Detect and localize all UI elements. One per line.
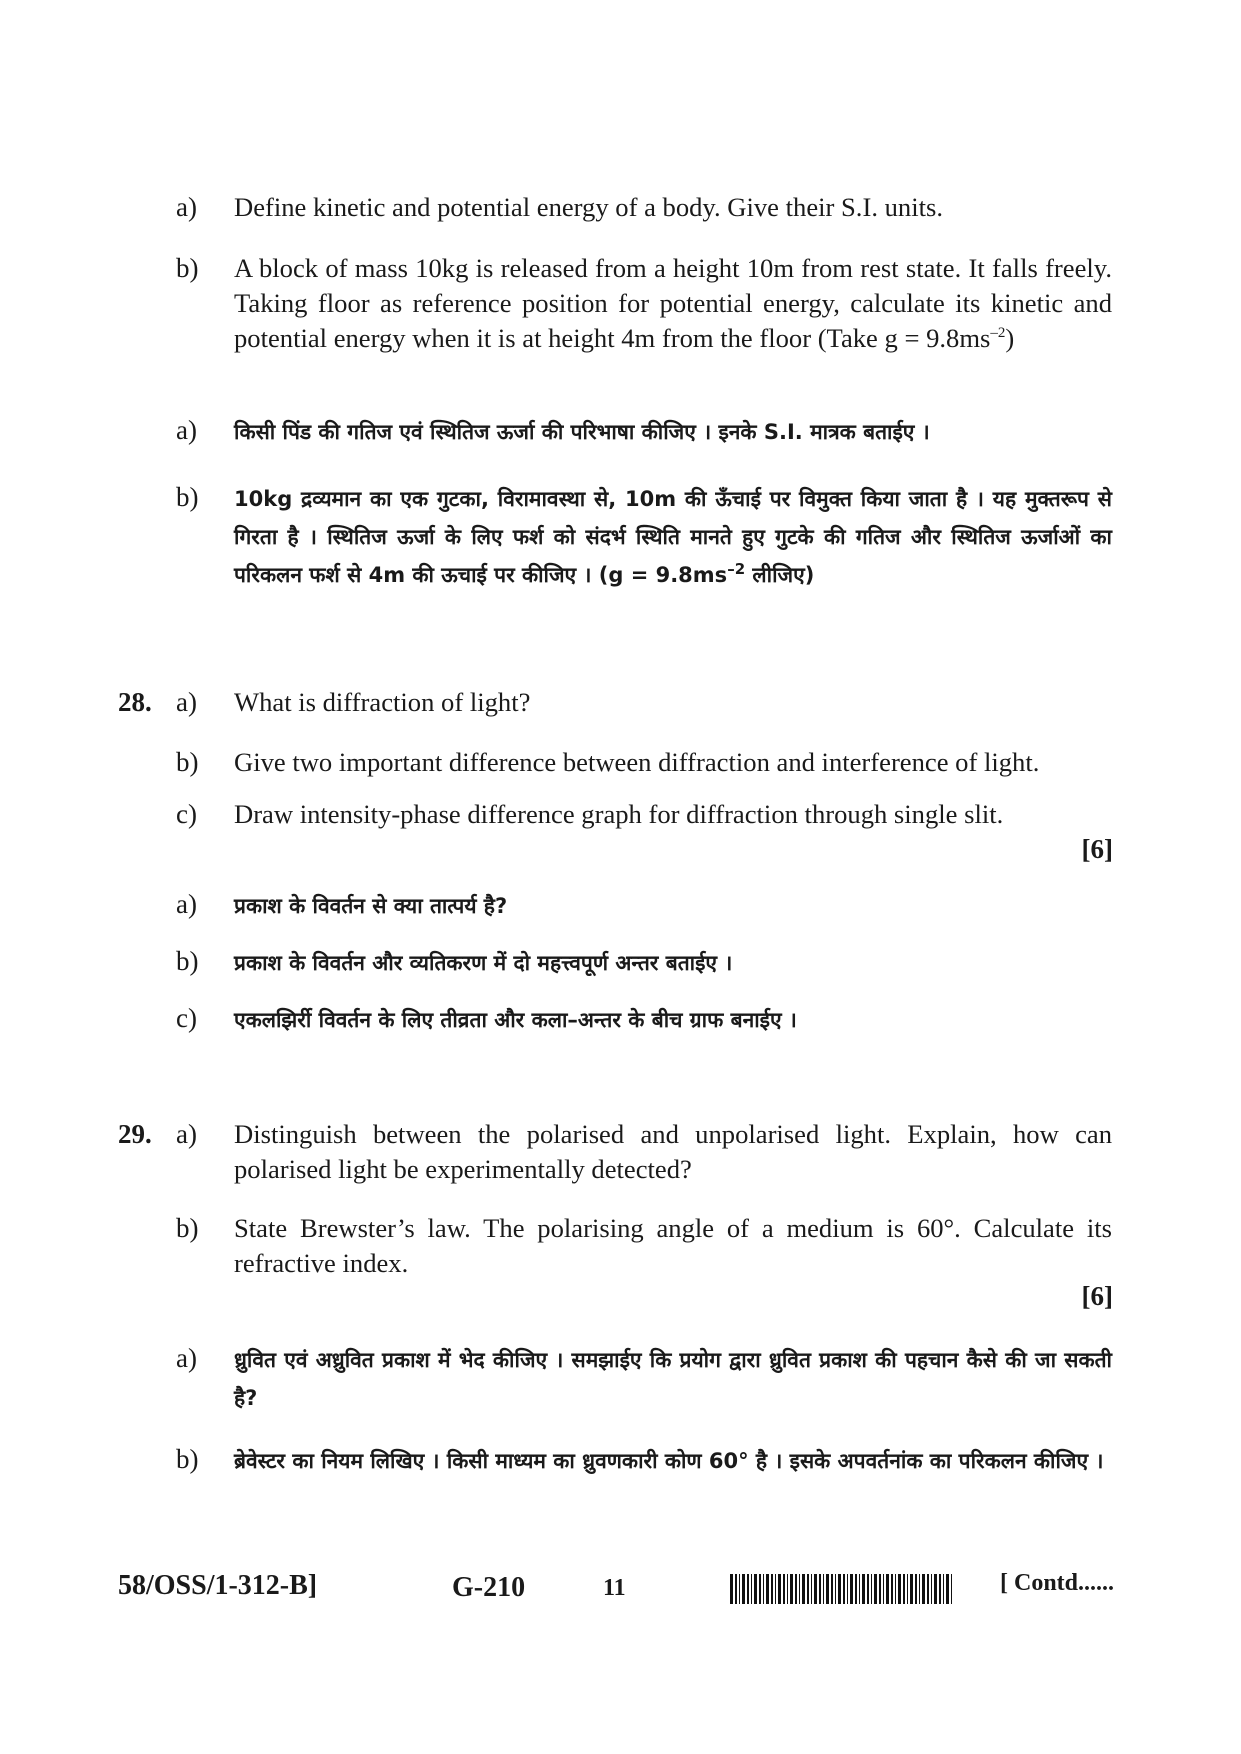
q27-hi-b-text: [234, 480, 1112, 594]
barcode-bar: [811, 1574, 812, 1604]
barcode-bar: [927, 1574, 929, 1604]
barcode-bar: [895, 1574, 896, 1604]
q27-hi-a-label: a): [176, 415, 197, 445]
q28-hi-b-label: b): [176, 946, 199, 976]
barcode-bar: [907, 1574, 908, 1604]
barcode-bar: [775, 1574, 776, 1604]
barcode-bar: [843, 1574, 845, 1604]
barcode-bar: [766, 1574, 769, 1604]
q27-en-b-text-main: A block of mass 10kg is released from a height 10m from rest state. It falls freely. Taking floor as reference position for potential energy, calculate its kinetic and potential energy when it is at height 4m from the floor (Take g = 9.8ms: [234, 253, 1112, 353]
barcode-bar: [730, 1574, 733, 1604]
barcode-bar: [883, 1574, 884, 1604]
q27-hi-b-text-end: लीजिए): [745, 563, 815, 587]
q27-en-b-exponent: –2: [990, 325, 1006, 342]
q28-en-a-label: a): [176, 687, 197, 717]
q28-en-a-text: What is diffraction of light?: [234, 687, 531, 717]
q27-en-b-text-end: ): [1005, 323, 1015, 353]
barcode-bar: [850, 1574, 853, 1604]
barcode-bar: [871, 1574, 872, 1604]
barcode-bar: [874, 1574, 877, 1604]
barcode-bar: [778, 1574, 781, 1604]
q28-hi-a-label: a): [176, 889, 197, 919]
barcode-bar: [910, 1574, 913, 1604]
q28-hi-c-label: c): [176, 1003, 197, 1033]
barcode-bar: [886, 1574, 889, 1604]
barcode-bar: [819, 1574, 821, 1604]
page-footer: [0, 1570, 1241, 1610]
barcode-bar: [943, 1574, 944, 1604]
barcode-bar: [831, 1574, 833, 1604]
barcode-bar: [739, 1574, 740, 1604]
barcode-bar: [795, 1574, 797, 1604]
q29-en-b-label: b): [176, 1213, 199, 1243]
barcode-bar: [751, 1574, 752, 1604]
barcode-bar: [754, 1574, 757, 1604]
barcode-bar: [799, 1574, 800, 1604]
q27-en-b-label: b): [176, 253, 199, 283]
q29-marks: [6]: [1081, 1281, 1113, 1311]
barcode-bar: [922, 1574, 925, 1604]
q28-hi-a-text: प्रकाश के विवर्तन से क्या तात्पर्य है?: [234, 894, 508, 918]
barcode-bar: [915, 1574, 917, 1604]
barcode-bar: [919, 1574, 920, 1604]
q29-hi-b-text: ब्रेवेस्टर का नियम लिखिए । किसी माध्यम का ध्रुवणकारी कोण 60° है । इसके अपवर्तनांक का परिकलन कीजिए ।: [234, 1449, 1104, 1473]
barcode-bar: [759, 1574, 761, 1604]
barcode-bar: [939, 1574, 941, 1604]
barcode-bar: [826, 1574, 829, 1604]
q28-en-b-label: b): [176, 747, 199, 777]
barcode-bar: [802, 1574, 805, 1604]
barcode-icon: [730, 1574, 952, 1604]
barcode-bar: [763, 1574, 764, 1604]
paper-code: 58/OSS/1-312-B]: [118, 1570, 318, 1601]
barcode-bar: [934, 1574, 937, 1604]
barcode-bar: [807, 1574, 809, 1604]
q27-en-b-text: [234, 251, 1112, 356]
q27-hi-b-label: b): [176, 482, 199, 512]
q29-en-a-text: Distinguish between the polarised and unpolarised light. Explain, how can polarised light be experimentally detected?: [234, 1119, 1112, 1184]
q29-en-a-label: a): [176, 1119, 197, 1149]
barcode-bar: [735, 1574, 737, 1604]
barcode-bar: [790, 1574, 793, 1604]
barcode-bar: [838, 1574, 841, 1604]
q28-marks: [6]: [1081, 834, 1113, 864]
q28-en-b-text: Give two important difference between diffraction and interference of light.: [234, 747, 1040, 777]
q27-hi-b-exponent: –2: [727, 560, 746, 578]
barcode-bar: [859, 1574, 860, 1604]
q27-hi-a-text: किसी पिंड की गतिज एवं स्थितिज ऊर्जा की परिभाषा कीजिए । इनके S.I. मात्रक बताईए ।: [234, 420, 930, 444]
q28-hi-b-text: प्रकाश के विवर्तन और व्यतिकरण में दो महत्त्वपूर्ण अन्तर बताईए ।: [234, 951, 733, 975]
barcode-bar: [847, 1574, 848, 1604]
q28-en-c-text: Draw intensity-phase difference graph for diffraction through single slit.: [234, 799, 1004, 829]
barcode-bar: [903, 1574, 905, 1604]
q27-hi-b-text-main: 10kg द्रव्यमान का एक गुटका, विरामावस्था से, 10m की ऊँचाई पर विमुक्त किया जाता है । यह मुक्तरूप से गिरता है । स्थितिज ऊर्जा के लिए फर्श को संदर्भ स्थिति मानते हुए गुटके की गतिज और स्थितिज ऊर्जाओं का परिकलन फर्श से 4m की ऊचाई पर कीजिए । (g = 9.8ms: [234, 487, 1112, 587]
q29-number: 29.: [118, 1119, 152, 1149]
barcode-bar: [879, 1574, 881, 1604]
barcode-bar: [891, 1574, 893, 1604]
barcode-bar: [771, 1574, 773, 1604]
q27-en-a-text: Define kinetic and potential energy of a body. Give their S.I. units.: [234, 192, 943, 222]
barcode-bar: [898, 1574, 901, 1604]
contd-label: [ Contd......: [1000, 1570, 1115, 1596]
q29-en-b-text: State Brewster’s law. The polarising angle of a medium is 60°. Calculate its refractive index.: [234, 1213, 1112, 1278]
barcode-bar: [862, 1574, 865, 1604]
barcode-bar: [855, 1574, 857, 1604]
barcode-bar: [951, 1574, 952, 1604]
barcode-bar: [946, 1574, 949, 1604]
barcode-bar: [931, 1574, 932, 1604]
barcode-bar: [747, 1574, 749, 1604]
q28-hi-c-text: एकलझिर्री विवर्तन के लिए तीव्रता और कला–अन्तर के बीच ग्राफ बनाईए ।: [234, 1008, 797, 1032]
barcode-bar: [867, 1574, 869, 1604]
q28-number: 28.: [118, 687, 152, 717]
barcode-bar: [742, 1574, 745, 1604]
barcode-bar: [783, 1574, 785, 1604]
series-code: G-210: [452, 1572, 526, 1603]
barcode-bar: [787, 1574, 788, 1604]
q28-en-c-label: c): [176, 799, 197, 829]
q27-en-a-label: a): [176, 192, 197, 222]
barcode-bar: [823, 1574, 824, 1604]
q29-hi-a-label: a): [176, 1343, 197, 1373]
barcode-bar: [835, 1574, 836, 1604]
page-number: 11: [603, 1575, 626, 1601]
q29-hi-a-text: ध्रुवित एवं अध्रुवित प्रकाश में भेद कीजिए । समझाईए कि प्रयोग द्वारा ध्रुवित प्रकाश की पहचान कैसे की जा सकती है?: [234, 1348, 1112, 1410]
barcode-bar: [814, 1574, 817, 1604]
q29-hi-b-label: b): [176, 1444, 199, 1474]
